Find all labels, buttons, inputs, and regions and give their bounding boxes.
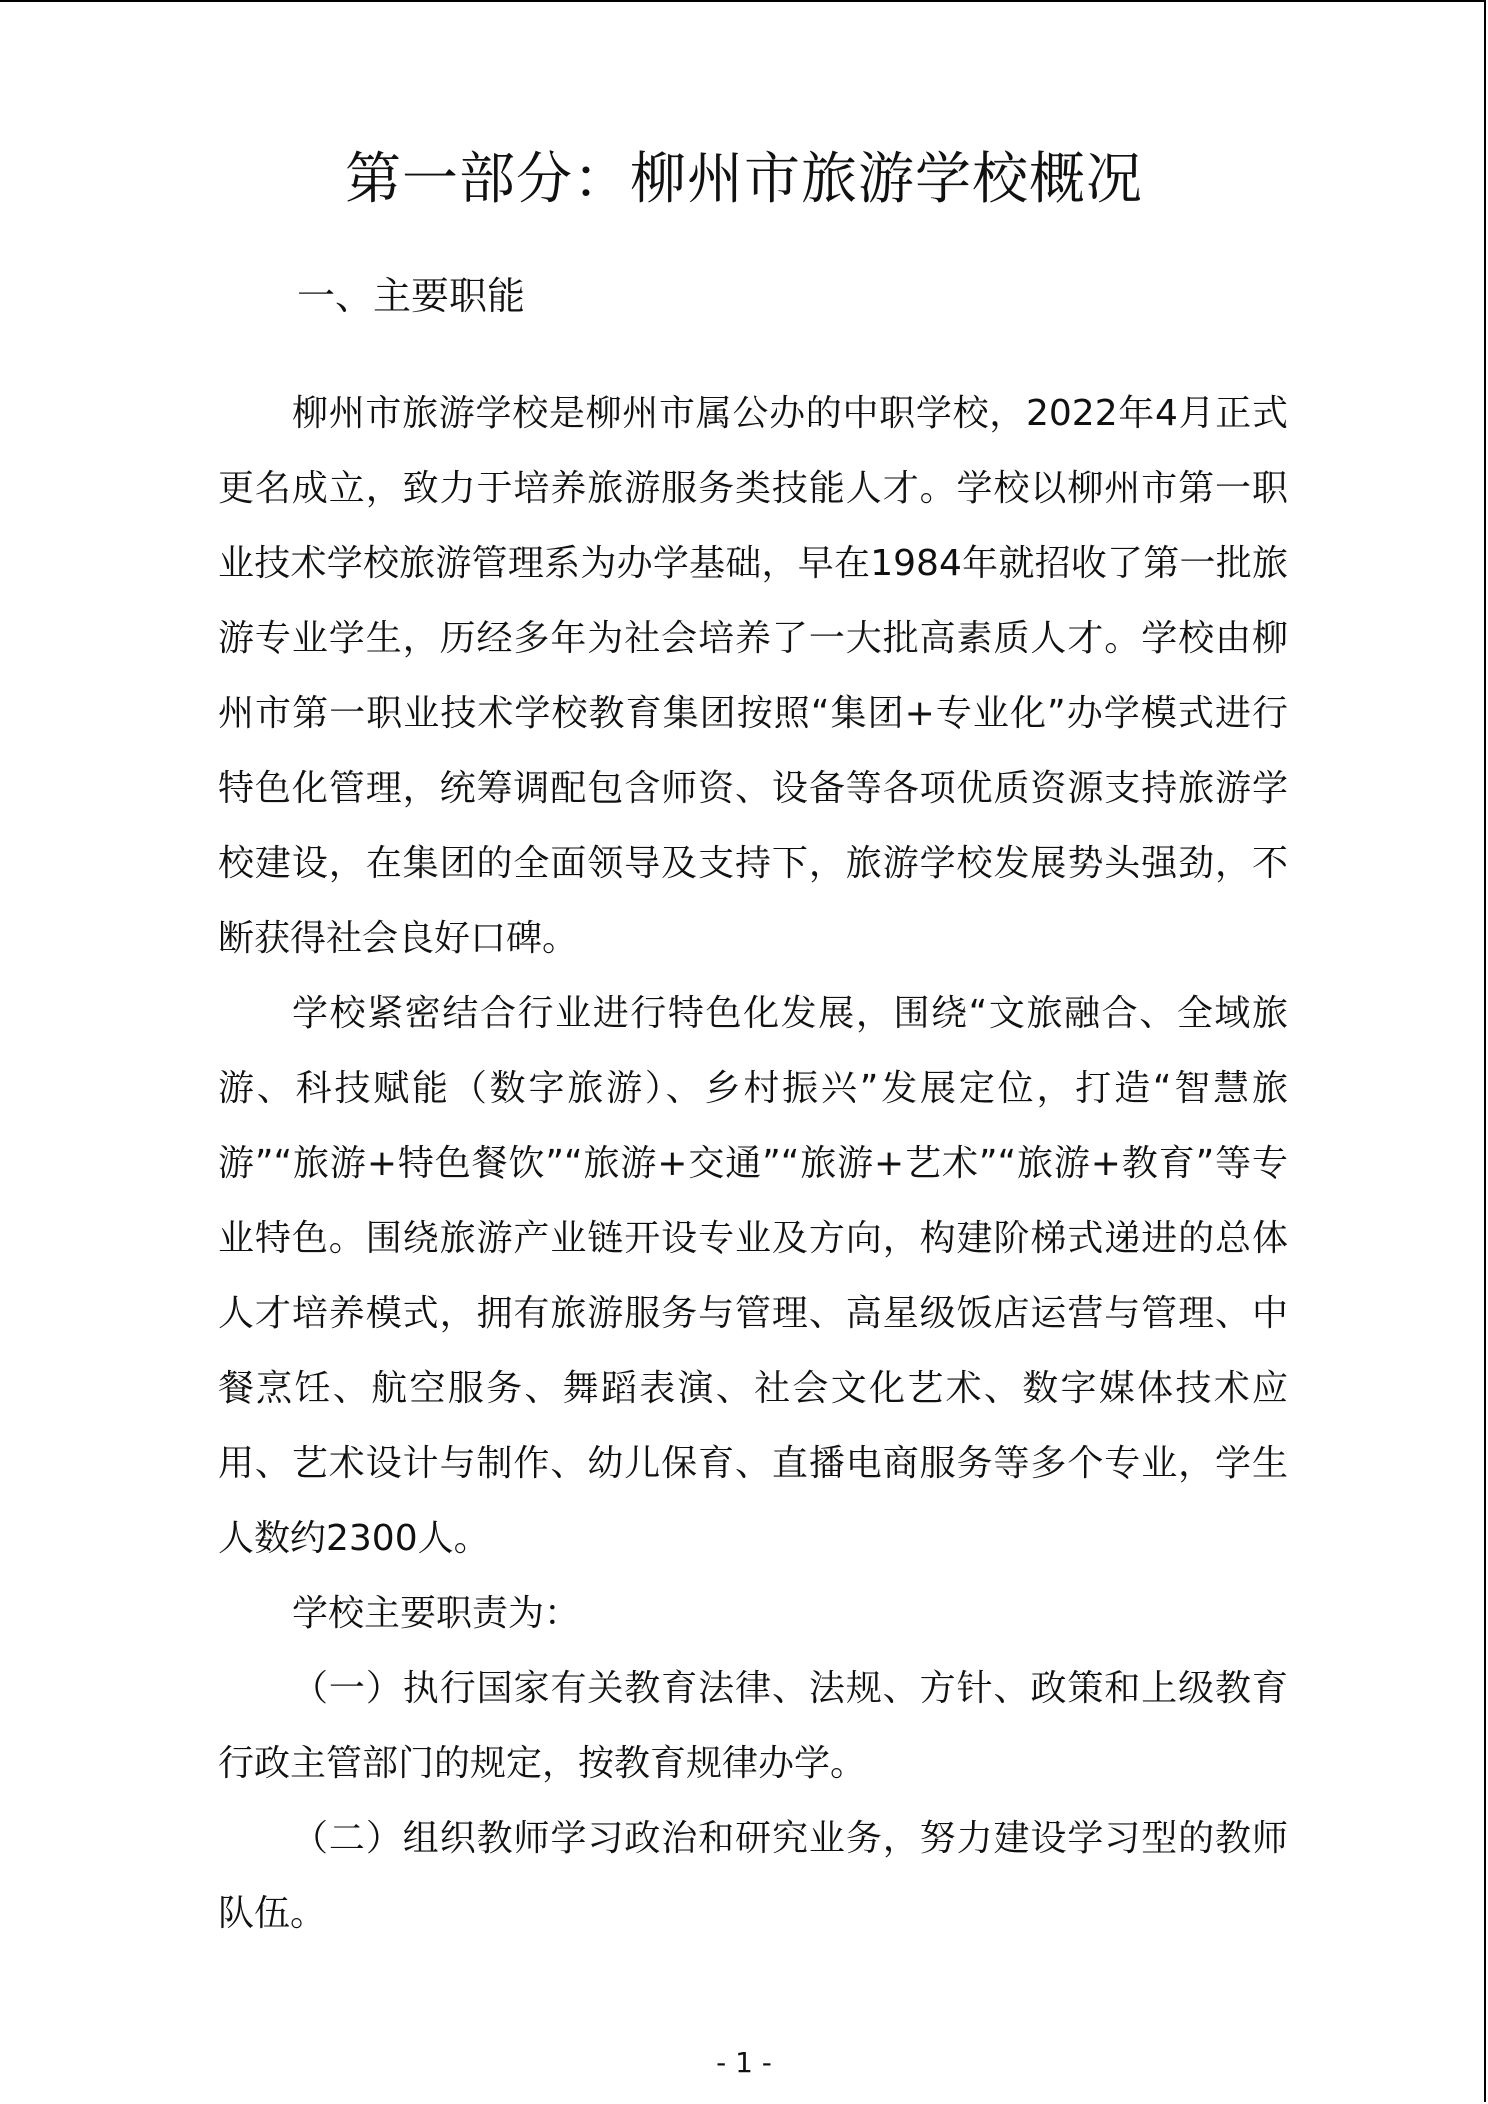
document-title: 第一部分：柳州市旅游学校概况 xyxy=(345,147,1143,212)
body-text xyxy=(218,376,1288,1951)
section-heading: 一、主要职能 xyxy=(297,274,526,318)
paragraph-duties-intro: 学校主要职责为： xyxy=(292,1593,581,1634)
paragraph-duty-1: （一）执行国家有关教育法律、法规、方针、政策和上级教育行政主管部门的规定，按教育规律办学。 xyxy=(218,1668,1288,1784)
paragraph-development: 学校紧密结合行业进行特色化发展，围绕“文旅融合、全域旅游、科技赋能（数字旅游）、乡村振兴”发展定位，打造“智慧旅游”“旅游+特色餐饮”“旅游+交通”“旅游+艺术”“旅游+教育”等专业特色。围绕旅游产业链开设专业及方向，构建阶梯式递进的总体人才培养模式，拥有旅游服务与管理、高星级饭店运营与管理、中餐烹饪、航空服务、舞蹈表演、社会文化艺术、数字媒体技术应用、艺术设计与制作、幼儿保育、直播电商服务等多个专业，学生人数约2300人。 xyxy=(218,993,1288,1559)
paragraph-overview: 柳州市旅游学校是柳州市属公办的中职学校，2022年4月正式更名成立，致力于培养旅游服务类技能人才。学校以柳州市第一职业技术学校旅游管理系为办学基础，早在1984年就招收了第一批旅游专业学生，历经多年为社会培养了一大批高素质人才。学校由柳州市第一职业技术学校教育集团按照“集团+专业化”办学模式进行特色化管理，统筹调配包含师资、设备等各项优质资源支持旅游学校建设，在集团的全面领导及支持下，旅游学校发展势头强劲，不断获得社会良好口碑。 xyxy=(218,393,1288,959)
paragraph-duty-2: （二）组织教师学习政治和研究业务，努力建设学习型的教师队伍。 xyxy=(218,1818,1288,1934)
page-number: - 1 - xyxy=(716,2046,772,2079)
